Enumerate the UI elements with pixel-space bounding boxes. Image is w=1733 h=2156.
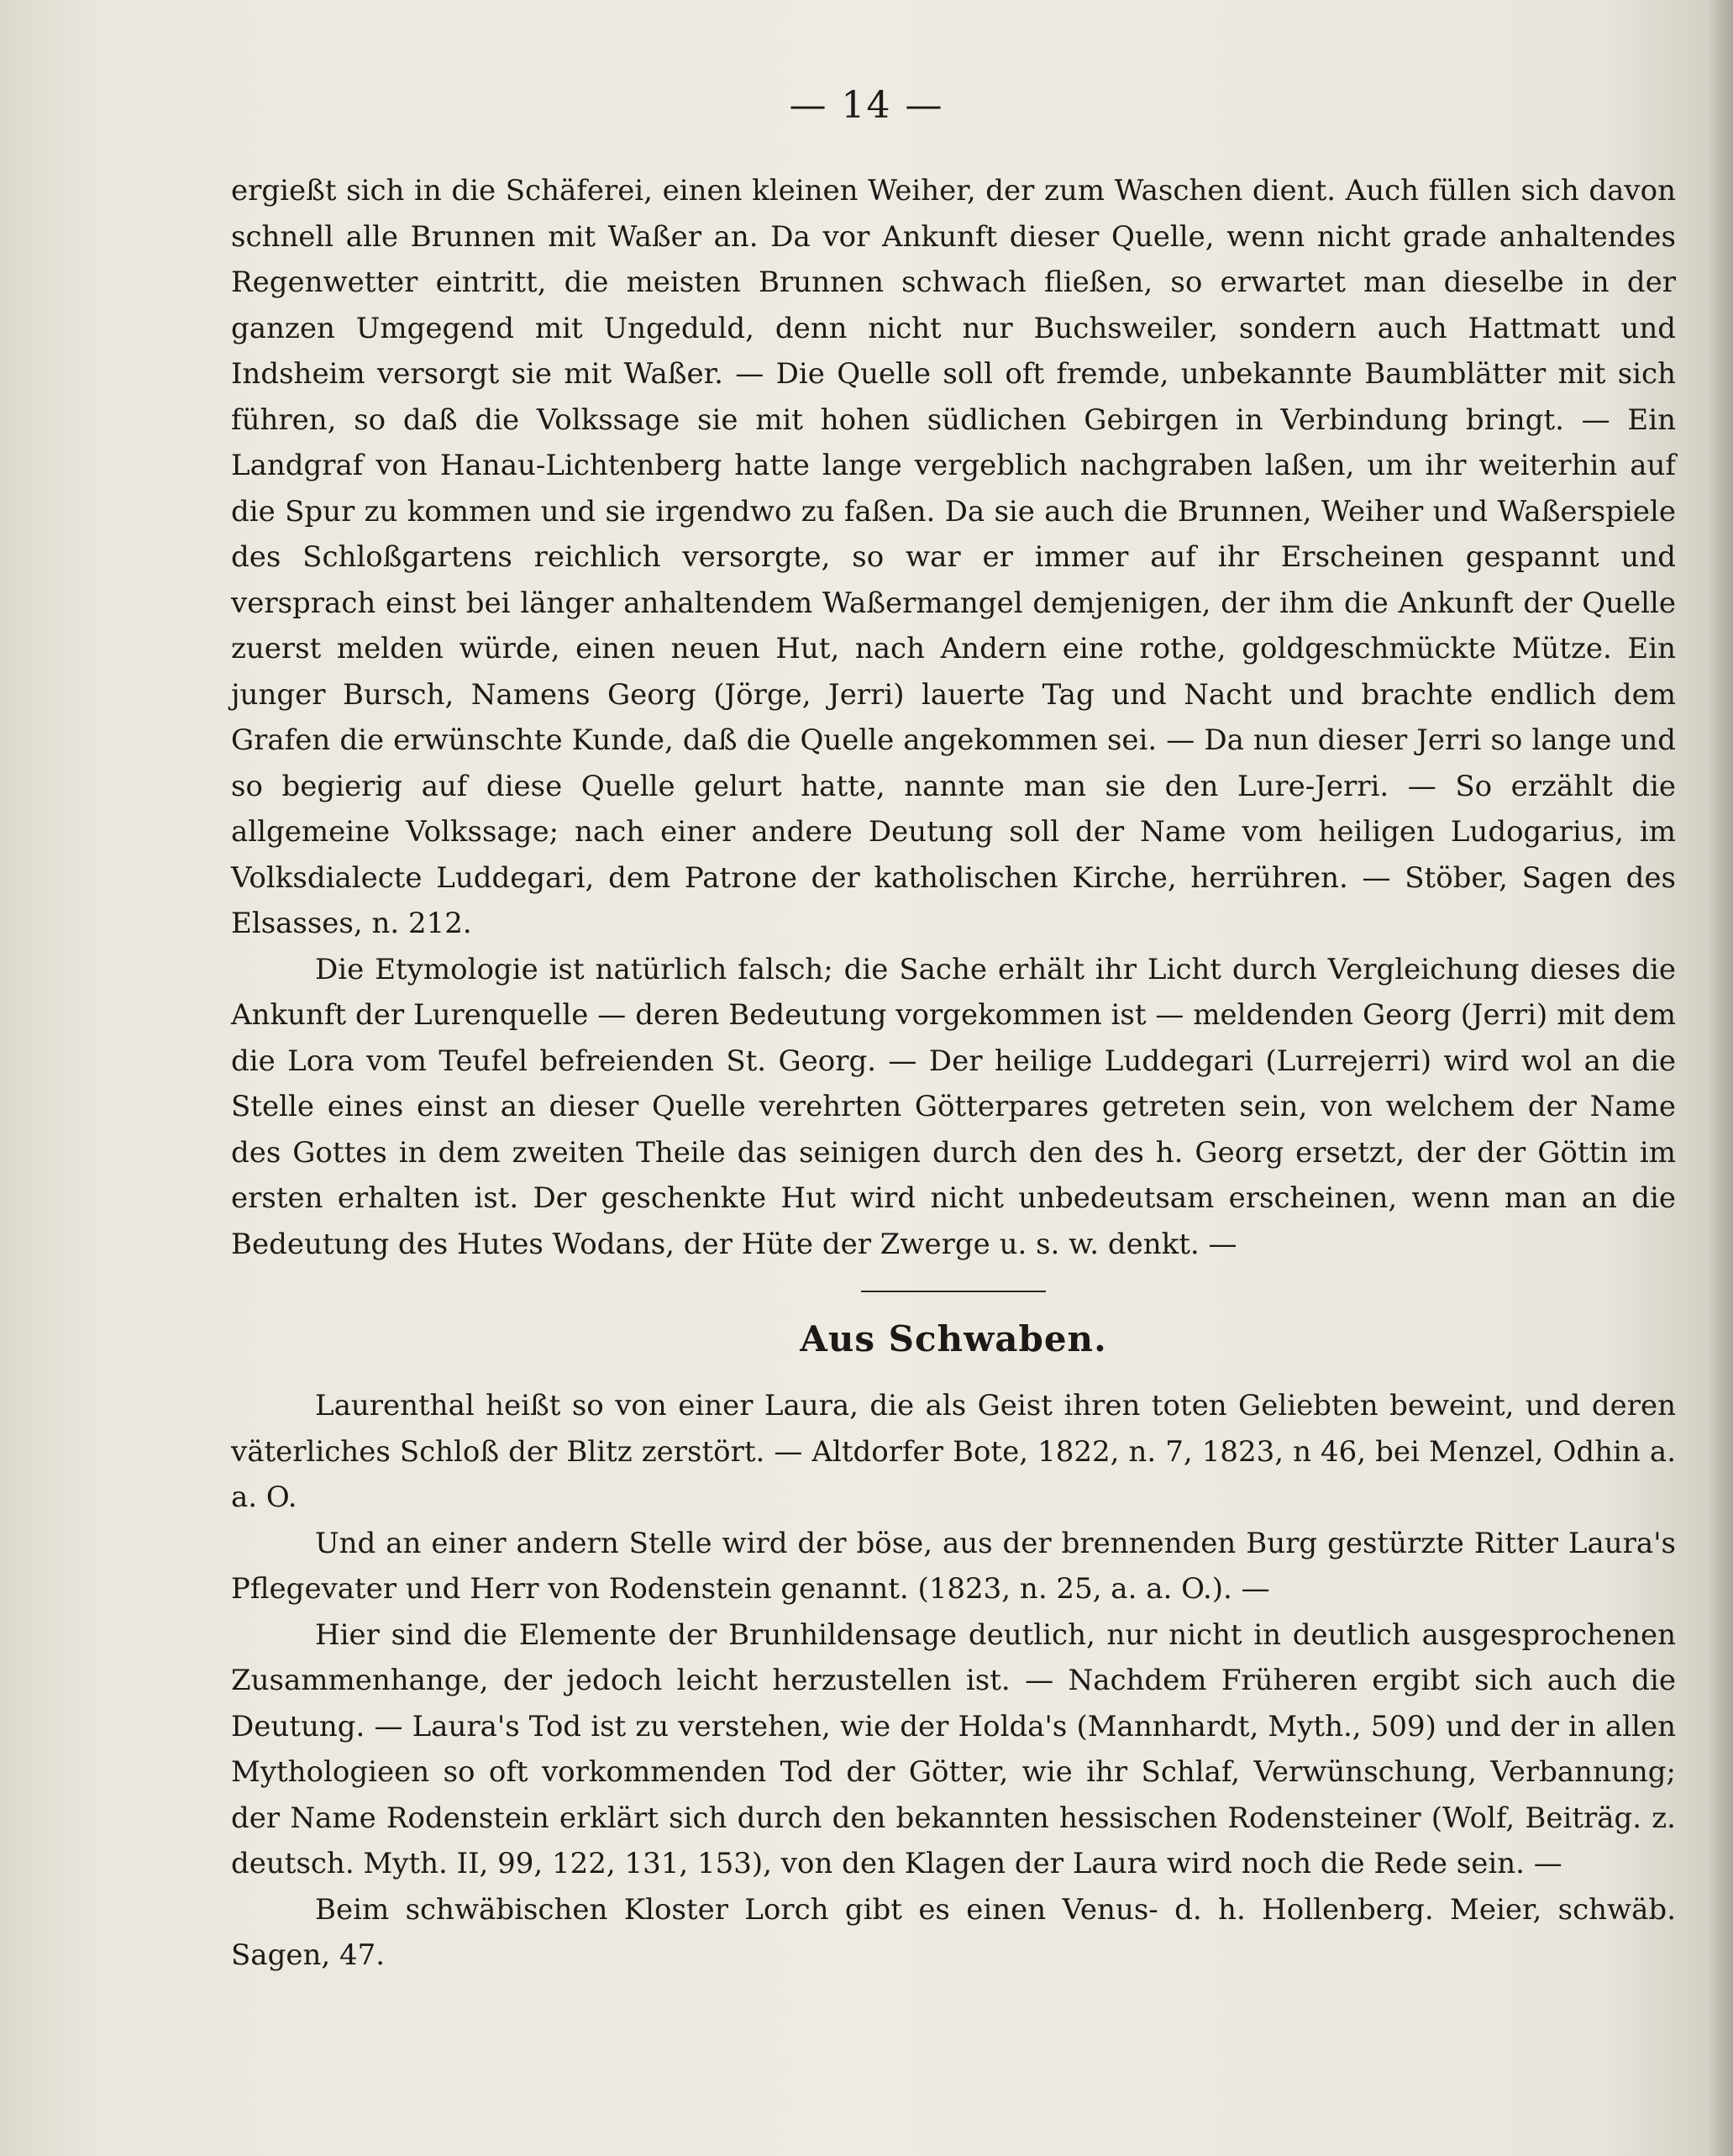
paragraph: Die Etymologie ist natürlich falsch; die Sache erhält ihr Licht durch Vergleichung dieses die Ankunft der Lurenquelle — deren Bedeutung vorgekommen ist — meldenden Georg (Jerri) mit dem die Lora vom Teufel befreienden St. Georg. — Der heilige Luddegari (Lurrejerri) wird wol an die Stelle eines einst an dieser Quelle verehrten Götterpares getreten sein, von welchem der Name des Gottes in dem zweiten Theile das seinigen durch den des h. Georg ersetzt, der der Göttin im ersten erhalten ist. Der geschenkte Hut wird nicht unbedeutsam erscheinen, wenn man an die Bedeutung des Hutes Wodans, der Hüte der Zwerge u. s. w. denkt. — bbox=[231, 952, 1676, 1261]
page-edge-shadow bbox=[1708, 0, 1733, 2156]
page-body bbox=[231, 168, 1676, 1979]
paragraph: ergießt sich in die Schäferei, einen kleinen Weiher, der zum Waschen dient. Auch füllen sich davon schnell alle Brunnen mit Waßer an. Da vor Ankunft dieser Quelle, wenn nicht grade anhaltendes Regenwetter eintritt, die meisten Brunnen schwach fließen, so erwartet man dieselbe in der ganzen Umgegend mit Ungeduld, denn nicht nur Buchsweiler, sondern auch Hattmatt und Indsheim versorgt sie mit Waßer. — Die Quelle soll oft fremde, unbekannte Baumblätter mit sich führen, so daß die Volkssage sie mit hohen südlichen Gebirgen in Verbindung bringt. — Ein Landgraf von Hanau-Lichtenberg hatte lange vergeblich nachgraben laßen, um ihr weiterhin auf die Spur zu kommen und sie irgendwo zu faßen. Da sie auch die Brunnen, Weiher und Waßerspiele des Schloßgartens reichlich versorgte, so war er immer auf ihr Erscheinen gespannt und versprach einst bei länger anhaltendem Waßermangel demjenigen, der ihm die Ankunft der Quelle zuerst melden würde, einen neuen Hut, nach Andern eine rothe, goldgeschmückte Mütze. Ein junger Bursch, Namens Georg (Jörge, Jerri) lauerte Tag und Nacht und brachte endlich dem Grafen die erwünschte Kunde, daß die Quelle angekommen sei. — Da nun dieser Jerri so lange und so begierig auf diese Quelle gelurt hatte, nannte man sie den Lure-Jerri. — So erzählt die allgemeine Volkssage; nach einer andere Deutung soll der Name vom heiligen Ludogarius, im Volksdialecte Luddegari, dem Patrone der katholischen Kirche, herrühren. — Stöber, Sagen des Elsasses, n. 212. bbox=[231, 174, 1676, 940]
paragraph: Hier sind die Elemente der Brunhildensage deutlich, nur nicht in deutlich ausgesprochenen Zusammenhange, der jedoch leicht herzustellen ist. — Nachdem Früheren ergibt sich auch die Deutung. — Laura's Tod ist zu verstehen, wie der Holda's (Mannhardt, Myth., 509) und der in allen Mythologieen so oft vorkommenden Tod der Götter, wie ihr Schlaf, Verwünschung, Verbannung; der Name Rodenstein erklärt sich durch den bekannten hessischen Rodensteiner (Wolf, Beiträg. z. deutsch. Myth. II, 99, 122, 131, 153), von den Klagen der Laura wird noch die Rede sein. — bbox=[231, 1617, 1676, 1880]
section-heading: Aus Schwaben. bbox=[800, 1318, 1107, 1359]
section-divider bbox=[861, 1291, 1046, 1292]
paragraph: Und an einer andern Stelle wird der böse, aus der brennenden Burg gestürzte Ritter Laura's Pflegevater und Herr von Rodenstein genannt. (1823, n. 25, a. a. O.). — bbox=[231, 1526, 1676, 1606]
page-number: — 14 — bbox=[789, 84, 944, 127]
paragraph: Laurenthal heißt so von einer Laura, die als Geist ihren toten Geliebten beweint, und deren väterliches Schloß der Blitz zerstört. — Altdorfer Bote, 1822, n. 7, 1823, n 46, bei Menzel, Odhin a. a. O. bbox=[231, 1389, 1676, 1514]
paragraph: Beim schwäbischen Kloster Lorch gibt es einen Venus- d. h. Hollenberg. Meier, schwäb. Sagen, 47. bbox=[231, 1892, 1676, 1972]
